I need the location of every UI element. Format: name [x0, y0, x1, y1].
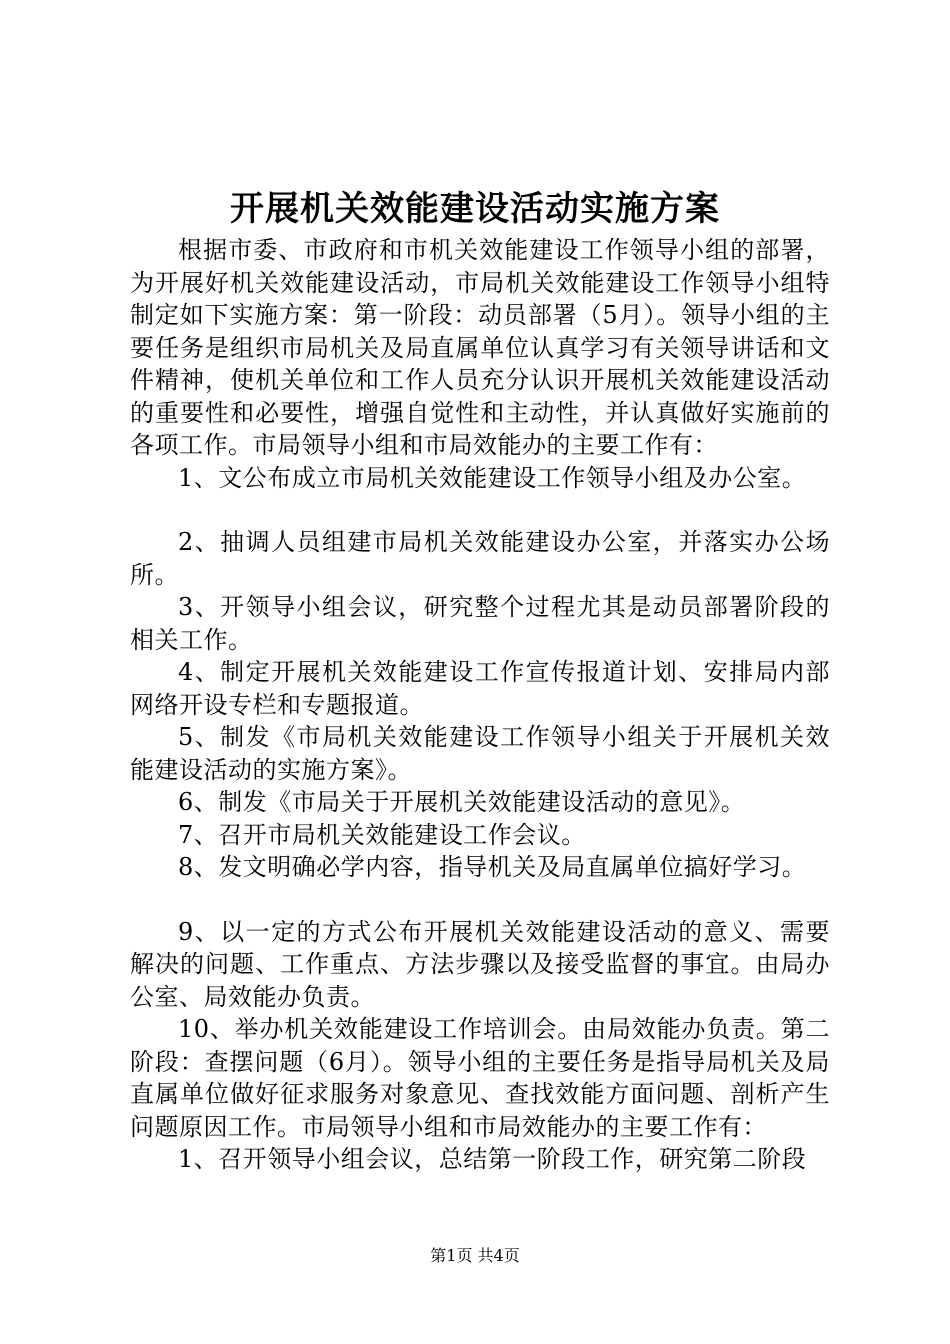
paragraph-item-8: 8、发文明确必学内容，指导机关及局直属单位搞好学习。 [178, 853, 807, 881]
document-body [130, 234, 830, 1176]
paragraph-item-7: 7、召开市局机关效能建设工作会议。 [178, 820, 586, 849]
paragraph-item-1: 1、文公布成立市局机关效能建设工作领导小组及办公室。 [178, 463, 807, 492]
paragraph-item-9: 9、以一定的方式公布开展机关效能建设活动的意义、需要解决的问题、工作重点、方法步骤以及接受监督的事宜。由局办公室、局效能办负责。 [130, 917, 830, 1011]
paragraph-item-4: 4、制定开展机关效能建设工作宣传报道计划、安排局内部网络开设专栏和专题报道。 [130, 658, 830, 719]
paragraph-stage2-item-1: 1、召开领导小组会议，总结第一阶段工作，研究第二阶段 [178, 1145, 807, 1173]
paragraph-item-3: 3、开领导小组会议，研究整个过程尤其是动员部署阶段的相关工作。 [130, 593, 830, 654]
paragraph-item-2: 2、抽调人员组建市局机关效能建设办公室，并落实办公场所。 [130, 528, 830, 589]
paragraph-item-6: 6、制发《市局关于开展机关效能建设活动的意见》。 [178, 788, 746, 816]
page-footer: 第1页 共4页 [430, 1246, 520, 1265]
paragraph-item-10: 10、举办机关效能建设工作培训会。由局效能办负责。第二阶段：查摆问题（6月）。领导小组的主要任务是指导局机关及局直属单位做好征求服务对象意见、查找效能方面问题、剖析产生问题原因工作。市局领导小组和市局效能办的主要工作有： [130, 1015, 830, 1141]
paragraph-intro: 根据市委、市政府和市机关效能建设工作领导小组的部署，为开展好机关效能建设活动，市局机关效能建设工作领导小组特制定如下实施方案：第一阶段：动员部署（5月）。领导小组的主要任务是组织市局机关及局直属单位认真学习有关领导讲话和文件精神，使机关单位和工作人员充分认识开展机关效能建设活动的重要性和必要性，增强自觉性和主动性，并认真做好实施前的各项工作。市局领导小组和市局效能办的主要工作有： [130, 236, 830, 459]
document-title: 开展机关效能建设活动实施方案 [230, 189, 720, 229]
paragraph-item-5: 5、制发《市局机关效能建设工作领导小组关于开展机关效能建设活动的实施方案》。 [130, 723, 830, 784]
